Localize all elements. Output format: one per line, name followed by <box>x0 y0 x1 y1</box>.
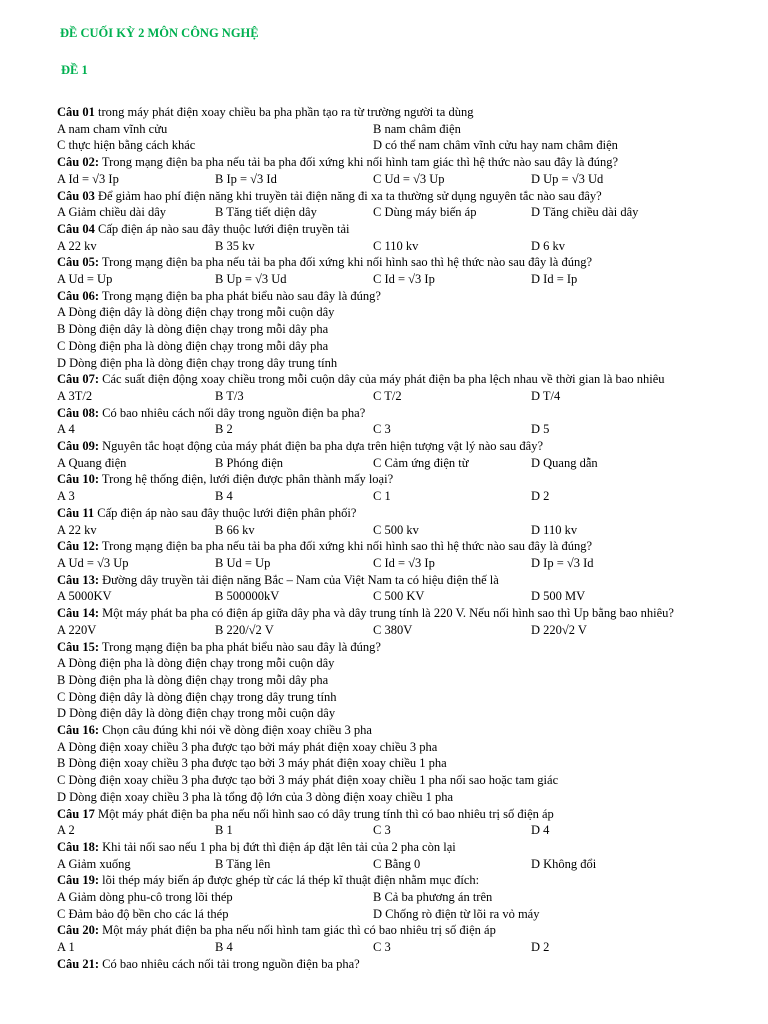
question-number: Câu 08: <box>57 405 100 420</box>
answer-option[interactable]: B 1 <box>215 823 233 838</box>
answer-option[interactable]: C Ud = √3 Up <box>373 171 445 186</box>
answer-option[interactable]: C Dòng điện dây là dòng điện chạy trong dây trung tính <box>57 689 337 704</box>
answer-option[interactable]: B Cả ba phương án trên <box>373 890 493 905</box>
answer-option[interactable]: B Phóng điện <box>215 455 284 470</box>
answer-option[interactable]: A 3 <box>57 489 75 504</box>
question-number: Câu 14: <box>57 606 100 621</box>
answer-option[interactable]: D Tăng chiều dài dây <box>531 205 639 220</box>
question-item <box>57 605 725 638</box>
question-item <box>57 806 725 839</box>
answer-option[interactable]: A Giảm dòng phu-cô trong lõi thép <box>57 890 233 905</box>
question-body: Có bao nhiêu cách nối dây trong nguồn điện ba pha? <box>99 405 366 420</box>
question-body: Các suất điện động xoay chiều trong mỗi cuộn dây của máy phát điện ba pha lệch nhau về thời gian là bao nhiêu <box>99 372 665 387</box>
question-body: Trong mạng điện ba pha phát biểu nào sau đây là đúng? <box>99 639 381 654</box>
question-number: Câu 09: <box>57 439 100 454</box>
answer-option[interactable]: C Đảm bảo độ bền cho các lá thép <box>57 906 229 921</box>
question-body: Khi tải nối sao nếu 1 pha bị đứt thì điện áp đặt lên tải của 2 pha còn lại <box>99 839 456 854</box>
question-body: Một máy phát ba pha có điện áp giữa dây pha và dây trung tính là 220 V. Nếu nối hình sao thì Up bằng bao nhiêu? <box>99 606 674 621</box>
question-body: Một máy phát điện ba pha nếu nối hình sao có dây trung tính thì có bao nhiêu trị số điện áp <box>94 806 554 821</box>
question-body: Cấp điện áp nào sau đây thuộc lưới điện phân phối? <box>94 505 357 520</box>
question-text <box>57 806 725 823</box>
answer-option[interactable]: A 220V <box>57 622 97 637</box>
options-row <box>57 388 725 405</box>
options-row <box>57 455 725 472</box>
question-number: Câu 01 <box>57 105 95 119</box>
question-body: Trong hệ thống điện, lưới điện được phân thành mấy loại? <box>99 472 394 487</box>
answer-option[interactable]: C 1 <box>373 489 391 504</box>
answer-option[interactable]: B Dòng điện dây là dòng điện chạy trong mỗi dây pha <box>57 322 329 337</box>
question-text <box>57 288 725 305</box>
question-number: Câu 10: <box>57 472 100 487</box>
answer-option[interactable]: A 22 kv <box>57 238 97 253</box>
answer-option[interactable]: D 2 <box>531 940 550 955</box>
options-row <box>57 522 725 539</box>
question-number: Câu 04 <box>57 221 95 236</box>
question-item <box>57 371 725 404</box>
answer-option[interactable]: B 2 <box>215 422 233 437</box>
options-row <box>57 121 725 138</box>
question-body: Trong mạng điện ba pha nếu tải ba pha đối xứng khi nối hình sao thì hệ thức nào sau đây là đúng? <box>99 255 593 270</box>
answer-option[interactable]: C Id = √3 Ip <box>373 272 435 287</box>
options-row <box>57 171 725 188</box>
answer-option[interactable]: A Dòng điện xoay chiều 3 pha được tạo bởi máy phát điện xoay chiều 3 pha <box>57 739 438 754</box>
options-row <box>57 488 725 505</box>
question-text <box>57 405 725 422</box>
question-number: Câu 20: <box>57 923 100 938</box>
question-text <box>57 154 725 171</box>
options-row <box>57 137 725 154</box>
answer-option[interactable]: D 500 MV <box>531 589 586 604</box>
answer-option[interactable]: B 66 kv <box>215 522 255 537</box>
answer-option[interactable]: B Ip = √3 Id <box>215 171 277 186</box>
answer-option[interactable]: A 2 <box>57 823 75 838</box>
question-text <box>57 538 725 555</box>
question-text <box>57 872 725 889</box>
answer-option[interactable]: C Bằng 0 <box>373 856 421 871</box>
question-item <box>57 254 725 287</box>
answer-option[interactable]: D 220√2 V <box>531 622 587 637</box>
question-text <box>57 438 725 455</box>
question-number: Câu 03 <box>57 188 95 203</box>
answer-option[interactable]: C 3 <box>373 940 391 955</box>
question-body: trong máy phát điện xoay chiều ba pha phần tạo ra từ trường người ta dùng <box>94 105 474 119</box>
question-item <box>57 438 725 471</box>
options-row <box>57 421 725 438</box>
answer-option[interactable]: A Id = √3 Ip <box>57 171 119 186</box>
answer-option[interactable]: C Cảm ứng điện từ <box>373 455 469 470</box>
question-text <box>57 254 725 271</box>
question-item <box>57 154 725 187</box>
answer-option[interactable]: A 5000KV <box>57 589 112 604</box>
answer-option[interactable]: C 380V <box>373 622 413 637</box>
question-body: Có bao nhiêu cách nối tải trong nguồn điện ba pha? <box>99 956 360 971</box>
options-row <box>57 555 725 572</box>
question-number: Câu 05: <box>57 255 100 270</box>
question-number: Câu 02: <box>57 155 100 170</box>
question-text <box>57 505 725 522</box>
question-body: Trong mạng điện ba pha phát biểu nào sau đây là đúng? <box>99 288 381 303</box>
options-row <box>57 622 725 639</box>
question-number: Câu 19: <box>57 873 100 888</box>
answer-option[interactable]: A Dòng điện pha là dòng điện chạy trong mỗi cuộn dây <box>57 656 335 671</box>
question-body: Để giảm hao phí điện năng khi truyền tải điện năng đi xa ta thường sử dụng nguyên tắc nào sau đây? <box>94 188 602 203</box>
question-body: lõi thép máy biến áp được ghép từ các lá thép kĩ thuật điện nhằm mục đích: <box>99 873 480 888</box>
answer-option[interactable]: D có thể nam châm vĩnh cửu hay nam châm điện <box>373 138 618 153</box>
question-number: Câu 17 <box>57 806 95 821</box>
question-number: Câu 18: <box>57 839 100 854</box>
answer-option[interactable]: B Dòng điện pha là dòng điện chạy trong mỗi dây pha <box>57 672 329 687</box>
answer-option[interactable]: C 500 KV <box>373 589 425 604</box>
question-item <box>57 471 725 504</box>
answer-option[interactable]: A Dòng điện dây là dòng điện chạy trong mỗi cuộn dây <box>57 305 335 320</box>
answer-option[interactable]: D 2 <box>531 489 550 504</box>
options-row <box>57 856 725 873</box>
options-row <box>57 204 725 221</box>
page-subtitle: ĐỀ 1 <box>61 63 88 77</box>
answer-option[interactable]: D Up = √3 Ud <box>531 171 604 186</box>
question-body: Chọn câu đúng khi nói về dòng điện xoay chiều 3 pha <box>99 723 372 738</box>
answer-option[interactable]: C T/2 <box>373 388 402 403</box>
answer-option[interactable]: D Id = Ip <box>531 272 578 287</box>
question-number: Câu 16: <box>57 723 100 738</box>
answer-option[interactable]: B Tăng tiết diện dây <box>215 205 317 220</box>
question-number: Câu 13: <box>57 572 100 587</box>
question-item <box>57 288 725 372</box>
document-page <box>57 22 725 973</box>
question-text <box>57 722 725 739</box>
answer-option[interactable]: D Ip = √3 Id <box>531 555 594 570</box>
answer-option[interactable]: C Dùng máy biến áp <box>373 205 477 220</box>
options-row <box>57 906 725 923</box>
options-row <box>57 889 725 906</box>
question-item <box>57 722 725 806</box>
answer-option[interactable]: D Không đổi <box>531 856 597 871</box>
question-item <box>57 538 725 571</box>
answer-option[interactable]: D 4 <box>531 823 550 838</box>
question-body: Trong mạng điện ba pha nếu tải ba pha đối xứng khi nối hình tam giác thì hệ thức nào sau đây là đúng? <box>99 155 619 170</box>
options-row <box>57 238 725 255</box>
answer-option[interactable]: B 500000kV <box>215 589 280 604</box>
answer-option[interactable]: D Dòng điện dây là dòng điện chạy trong mỗi cuộn dây <box>57 706 336 721</box>
answer-option[interactable]: D 110 kv <box>531 522 578 537</box>
question-item <box>57 639 725 723</box>
question-body: Đường dây truyền tải điện năng Bắc – Nam của Việt Nam ta có hiệu điện thế là <box>99 572 499 587</box>
question-text <box>57 839 725 856</box>
question-text <box>57 572 725 589</box>
question-text <box>57 104 725 121</box>
question-body: Trong mạng điện ba pha nếu tải ba pha đối xứng khi nối hình sao thì hệ thức nào sau đây là đúng? <box>99 539 593 554</box>
question-body: Cấp điện áp nào sau đây thuộc lưới điện truyền tải <box>94 221 350 236</box>
answer-option[interactable]: A 1 <box>57 940 75 955</box>
question-number: Câu 11 <box>57 505 95 520</box>
question-item <box>57 922 725 955</box>
answer-option[interactable]: B Up = √3 Ud <box>215 272 287 287</box>
question-item <box>57 839 725 872</box>
answer-option[interactable]: C Id = √3 Ip <box>373 555 435 570</box>
options-row <box>57 822 725 839</box>
answer-option[interactable]: A Giảm chiều dài dây <box>57 205 166 220</box>
answer-option[interactable]: C 3 <box>373 422 391 437</box>
answer-option[interactable]: B nam châm điện <box>373 121 461 136</box>
question-number: Câu 07: <box>57 372 100 387</box>
answer-option[interactable]: B Dòng điện xoay chiều 3 pha được tạo bởi 3 máy phát điện xoay chiều 1 pha <box>57 756 447 771</box>
answer-option[interactable]: A Giảm xuống <box>57 856 131 871</box>
answer-option[interactable]: D T/4 <box>531 388 561 403</box>
answer-option[interactable]: D 5 <box>531 422 550 437</box>
question-item <box>57 104 725 154</box>
page-title: ĐỀ CUỐI KỲ 2 MÔN CÔNG NGHỆ <box>60 26 259 40</box>
question-item <box>57 956 725 973</box>
answer-option[interactable]: B T/3 <box>215 388 244 403</box>
question-body: Một máy phát điện ba pha nếu nối hình tam giác thì có bao nhiêu trị số điện áp <box>99 923 496 938</box>
answer-option[interactable]: D Chống rò điện từ lõi ra vỏ máy <box>373 906 540 921</box>
answer-option[interactable]: A 3T/2 <box>57 388 93 403</box>
question-text <box>57 371 725 388</box>
question-text <box>57 221 725 238</box>
answer-option[interactable]: C Dòng điện pha là dòng điện chạy trong mỗi dây pha <box>57 338 329 353</box>
answer-option[interactable]: B 4 <box>215 940 233 955</box>
options-row <box>57 588 725 605</box>
answer-option[interactable]: A 4 <box>57 422 75 437</box>
question-number: Câu 21: <box>57 956 100 971</box>
answer-option[interactable]: C 3 <box>373 823 391 838</box>
question-item <box>57 872 725 922</box>
question-text <box>57 471 725 488</box>
answer-option[interactable]: A Ud = Up <box>57 272 113 287</box>
question-item <box>57 221 725 254</box>
answer-option[interactable]: A 22 kv <box>57 522 97 537</box>
answer-option[interactable]: B Tăng lên <box>215 856 271 871</box>
answer-option[interactable]: A Quang điện <box>57 455 127 470</box>
answer-option[interactable]: B 220/√2 V <box>215 622 274 637</box>
question-text <box>57 922 725 939</box>
question-item <box>57 405 725 438</box>
options-row <box>57 939 725 956</box>
answer-option[interactable]: D 6 kv <box>531 238 566 253</box>
answer-option[interactable]: D Quang dẫn <box>531 455 598 470</box>
answer-option[interactable]: B 35 kv <box>215 238 255 253</box>
answer-option[interactable]: A nam cham vĩnh cửu <box>57 121 168 136</box>
question-item <box>57 572 725 605</box>
question-list <box>57 104 725 973</box>
answer-option[interactable]: C thực hiện bằng cách khác <box>57 138 196 153</box>
answer-option[interactable]: D Dòng điện xoay chiều 3 pha là tổng độ lớn của 3 dòng điện xoay chiều 1 pha <box>57 789 454 804</box>
question-item <box>57 505 725 538</box>
question-text <box>57 956 725 973</box>
question-text <box>57 605 725 622</box>
question-item <box>57 188 725 221</box>
question-number: Câu 15: <box>57 639 100 654</box>
question-body: Nguyên tắc hoạt động của máy phát điện ba pha dựa trên hiện tượng vật lý nào sau đây? <box>99 439 544 454</box>
options-row <box>57 271 725 288</box>
answer-option[interactable]: C 110 kv <box>373 238 419 253</box>
question-text <box>57 188 725 205</box>
answer-option[interactable]: A Ud = √3 Up <box>57 555 129 570</box>
answer-option[interactable]: C 500 kv <box>373 522 419 537</box>
question-text <box>57 639 725 656</box>
question-number: Câu 12: <box>57 539 100 554</box>
answer-option[interactable]: B Ud = Up <box>215 555 271 570</box>
answer-option[interactable]: C Dòng điện xoay chiều 3 pha được tạo bởi 3 máy phát điện xoay chiều 1 pha nối sao hoặc tam giác <box>57 773 559 788</box>
answer-option[interactable]: D Dòng điện pha là dòng điện chạy trong dây trung tính <box>57 355 338 370</box>
question-number: Câu 06: <box>57 288 100 303</box>
answer-option[interactable]: B 4 <box>215 489 233 504</box>
